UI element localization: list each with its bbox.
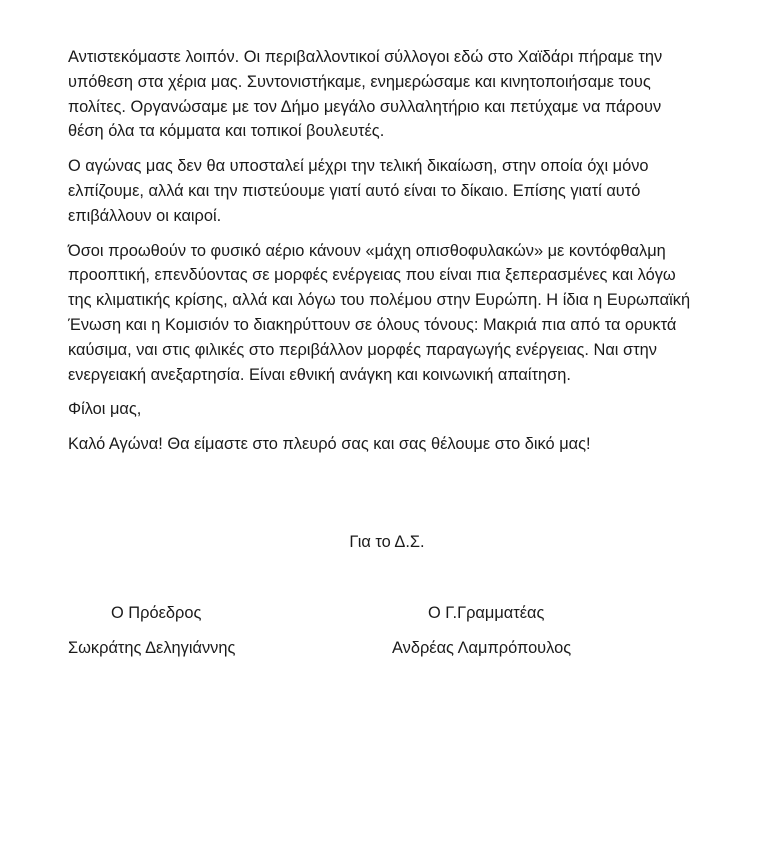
signoff-board: Για το Δ.Σ. bbox=[349, 533, 425, 551]
secretary-title: Ο Γ.Γραμματέας bbox=[428, 604, 545, 622]
letter-body bbox=[68, 45, 698, 467]
paragraph-natural-gas: Όσοι προωθούν το φυσικό αέριο κάνουν «μάχη οπισθοφυλακών» με κοντόφθαλμη προοπτική, επενδύοντας σε μορφές ενέργειας που είναι πια ξεπερασμένες και λόγω της κλιματικής κρίσης, αλλά και λόγω του πολέμου στην Ευρώπη. Η ίδια η Ευρωπαϊκή Ένωση και η Κομισιόν το διακηρύττουν σε όλους τόνους: Μακριά πια από τα ορυκτά καύσιμα, ναι στις φιλικές στο περιβάλλον μορφές παραγωγής ενέργειας. Ναι στην ενεργειακή ανεξαρτησία. Είναι εθνική ανάγκη και κοινωνική απαίτηση. bbox=[68, 241, 691, 384]
closing-line: Καλό Αγώνα! Θα είμαστε στο πλευρό σας και σας θέλουμε στο δικό μας! bbox=[68, 435, 591, 454]
secretary-name: Ανδρέας Λαμπρόπουλος bbox=[392, 639, 572, 657]
paragraph-resistance: Αντιστεκόμαστε λοιπόν. Οι περιβαλλοντικοί σύλλογοι εδώ στο Χαϊδάρι πήραμε την υπόθεση στα χέρια μας. Συντονιστήκαμε, ενημερώσαμε και κινητοποιήσαμε τους πολίτες. Οργανώσαμε με τον Δήμο μεγάλο συλλαλητήριο και πετύχαμε να πάρουν θέση όλα τα κόμματα και τοπικοί βουλευτές. bbox=[68, 48, 663, 141]
president-title: Ο Πρόεδρος bbox=[111, 604, 202, 622]
paragraph-struggle: Ο αγώνας μας δεν θα υποσταλεί μέχρι την τελική δικαίωση, στην οποία όχι μόνο ελπίζουμε, αλλά και την πιστεύουμε γιατί αυτό είναι το δίκαιο. Επίσης γιατί αυτό επιβάλλουν οι καιροί. bbox=[68, 157, 649, 225]
president-name: Σωκράτης Δεληγιάννης bbox=[68, 639, 236, 657]
salutation: Φίλοι μας, bbox=[68, 400, 142, 419]
